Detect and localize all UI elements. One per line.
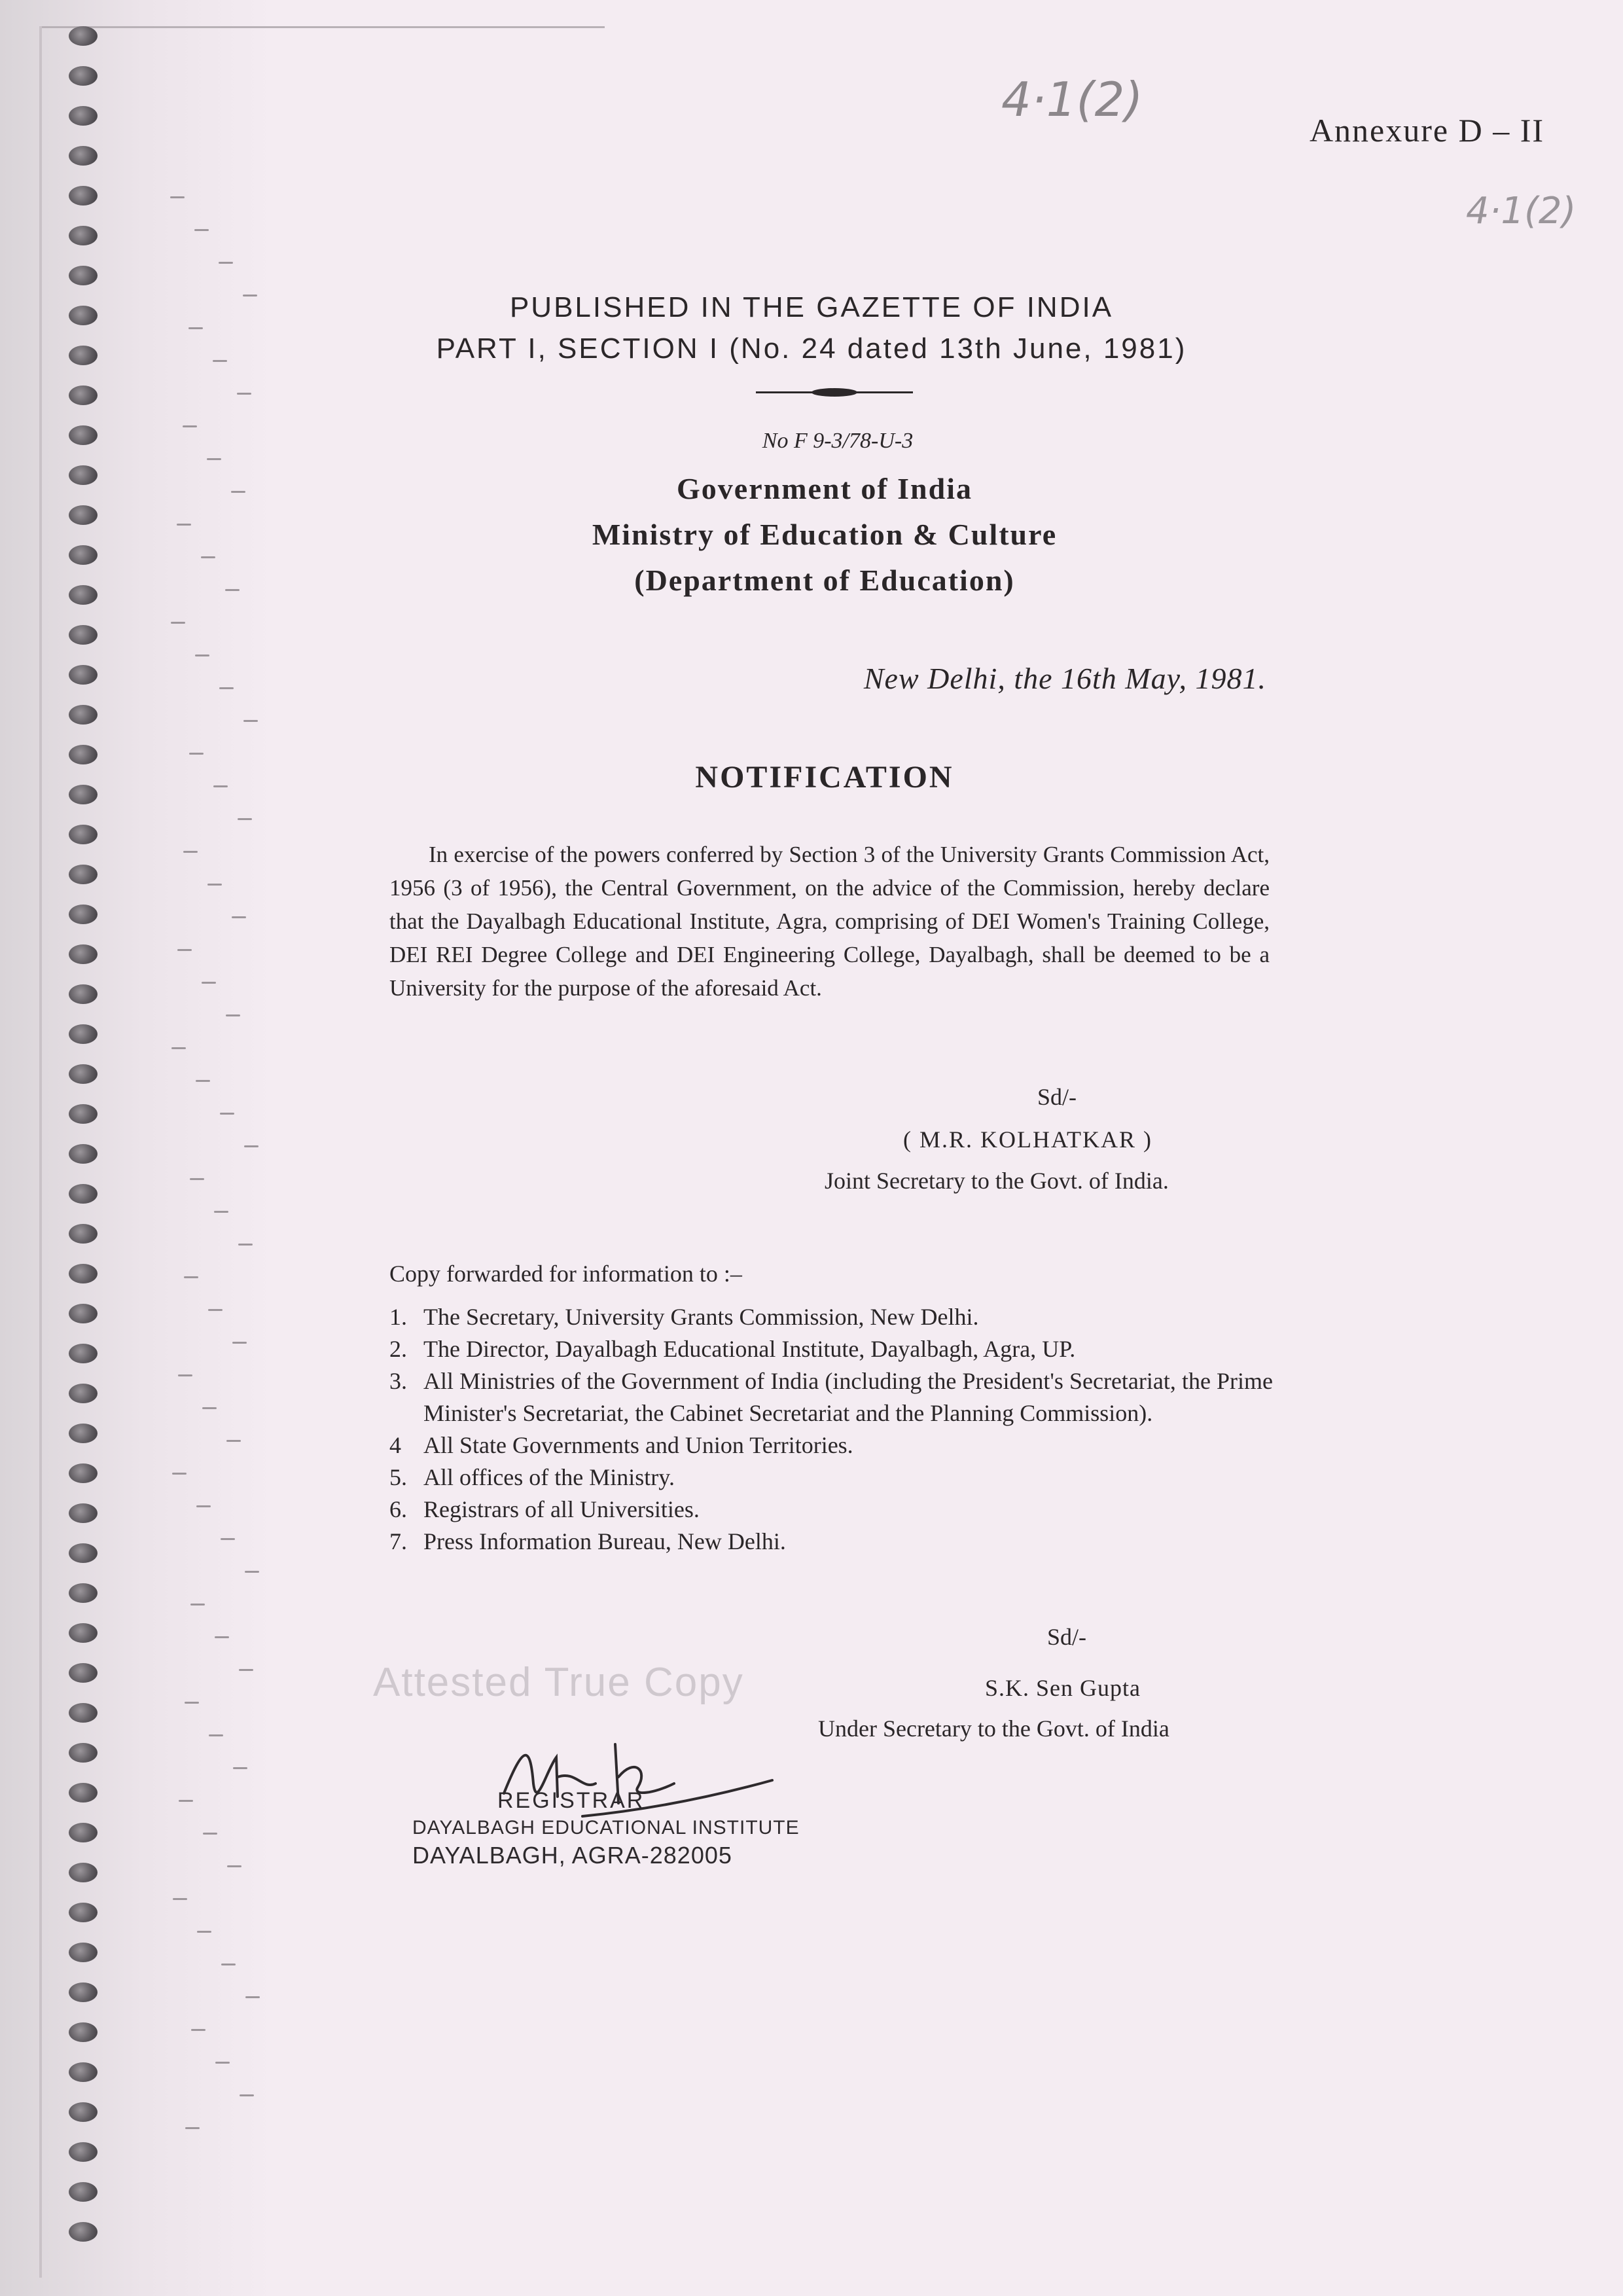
list-item-number: 4 bbox=[389, 1432, 401, 1458]
binding-hole bbox=[69, 1823, 98, 1842]
binding-mark bbox=[201, 556, 215, 558]
binding-mark bbox=[214, 1211, 228, 1213]
binding-hole bbox=[69, 984, 98, 1004]
binding-hole bbox=[69, 66, 98, 86]
binding-hole bbox=[69, 1982, 98, 2002]
binding-hole bbox=[69, 1863, 98, 1882]
binding-hole bbox=[69, 1264, 98, 1283]
binding-mark bbox=[170, 196, 185, 198]
binding-mark bbox=[203, 1833, 217, 1835]
binding-hole bbox=[69, 2182, 98, 2202]
binding-hole bbox=[69, 1743, 98, 1763]
list-item bbox=[389, 1429, 1273, 1462]
binding-hole bbox=[69, 26, 98, 46]
attested-copy-watermark: Attested True Copy bbox=[373, 1660, 744, 1705]
binding-mark bbox=[202, 982, 216, 984]
binding-mark bbox=[245, 1571, 259, 1573]
binding-hole bbox=[69, 1104, 98, 1124]
list-item bbox=[389, 1494, 1273, 1526]
copy-forwarded-intro: Copy forwarded for information to :– bbox=[389, 1261, 742, 1287]
place-and-date: New Delhi, the 16th May, 1981. bbox=[863, 662, 1266, 695]
binding-mark bbox=[215, 1636, 229, 1638]
binding-mark bbox=[171, 622, 185, 624]
binding-hole bbox=[69, 1783, 98, 1803]
signatory-1-name: ( M.R. KOLHATKAR ) bbox=[903, 1126, 1152, 1153]
binding-mark bbox=[244, 1145, 259, 1147]
binding-mark bbox=[245, 1996, 260, 1998]
ornament-divider bbox=[756, 387, 913, 397]
binding-mark bbox=[219, 262, 233, 264]
binding-mark bbox=[227, 1865, 241, 1867]
page-top-edge bbox=[42, 26, 605, 28]
binding-hole bbox=[69, 1503, 98, 1523]
binding-hole bbox=[69, 1064, 98, 1084]
list-item-number: 3. bbox=[389, 1368, 407, 1394]
binding-mark bbox=[171, 1047, 186, 1049]
file-number: No F 9-3/78-U-3 bbox=[762, 429, 914, 453]
binding-mark bbox=[185, 2127, 200, 2129]
binding-hole bbox=[69, 2222, 98, 2242]
binding-hole bbox=[69, 1543, 98, 1563]
binding-mark bbox=[221, 1538, 235, 1540]
binding-hole bbox=[69, 1144, 98, 1164]
binding-mark bbox=[197, 1931, 211, 1933]
binding-mark bbox=[243, 720, 258, 722]
binding-hole bbox=[69, 2022, 98, 2042]
binding-hole bbox=[69, 625, 98, 645]
list-item bbox=[389, 1462, 1273, 1494]
binding-mark bbox=[196, 1080, 210, 1082]
list-item-number: 7. bbox=[389, 1528, 407, 1554]
list-item-text: All State Governments and Union Territories. bbox=[423, 1432, 853, 1458]
binding-hole bbox=[69, 2102, 98, 2122]
binding-mark bbox=[226, 1440, 241, 1442]
binding-hole bbox=[69, 2062, 98, 2082]
gazette-line-1: PUBLISHED IN THE GAZETTE OF INDIA bbox=[509, 291, 1114, 323]
binding-mark bbox=[183, 851, 198, 853]
binding-mark bbox=[207, 458, 221, 460]
binding-mark bbox=[190, 1178, 204, 1180]
binding-mark bbox=[240, 2094, 254, 2096]
binding-mark bbox=[219, 687, 234, 689]
stamp-address: DAYALBAGH, AGRA-282005 bbox=[412, 1842, 732, 1869]
binding-mark bbox=[195, 655, 209, 656]
binding-mark bbox=[221, 1964, 236, 1965]
notification-title: NOTIFICATION bbox=[695, 760, 954, 795]
list-item bbox=[389, 1365, 1273, 1429]
binding-hole bbox=[69, 226, 98, 245]
binding-mark bbox=[226, 1014, 240, 1016]
binding-hole bbox=[69, 1424, 98, 1443]
stamp-registrar: REGISTRAR bbox=[497, 1788, 645, 1813]
binding-hole bbox=[69, 1384, 98, 1403]
binding-hole bbox=[69, 1463, 98, 1483]
binding-hole bbox=[69, 905, 98, 924]
binding-mark bbox=[238, 818, 252, 820]
list-item bbox=[389, 1333, 1273, 1365]
registrar-stamp-text bbox=[412, 1787, 800, 1869]
recipient-list bbox=[389, 1301, 1273, 1558]
binding-mark bbox=[173, 1898, 187, 1900]
binding-hole bbox=[69, 1344, 98, 1363]
list-item-text: All Ministries of the Government of India (including the President's Secretariat, the Prime Minister's Secretariat, the Cabinet Secretariat and the Planning Commission). bbox=[423, 1368, 1273, 1426]
binding-hole bbox=[69, 1943, 98, 1962]
binding-hole bbox=[69, 1184, 98, 1204]
list-item-number: 5. bbox=[389, 1464, 407, 1490]
list-item-text: The Director, Dayalbagh Educational Institute, Dayalbagh, Agra, UP. bbox=[423, 1336, 1076, 1362]
signatory-1-title: Joint Secretary to the Govt. of India. bbox=[825, 1168, 1169, 1194]
binding-mark bbox=[232, 916, 246, 918]
binding-hole bbox=[69, 944, 98, 964]
binding-mark bbox=[232, 1342, 247, 1344]
binding-mark bbox=[237, 393, 251, 395]
signatory-2-title: Under Secretary to the Govt. of India bbox=[818, 1715, 1169, 1742]
binding-hole bbox=[69, 146, 98, 166]
binding-hole bbox=[69, 1583, 98, 1603]
binding-mark bbox=[188, 327, 203, 329]
list-item bbox=[389, 1526, 1273, 1558]
binding-mark bbox=[215, 2062, 230, 2064]
ministry-heading: Ministry of Education & Culture bbox=[592, 518, 1058, 551]
binding-mark bbox=[177, 949, 192, 951]
binding-mark bbox=[194, 229, 209, 231]
binding-hole bbox=[69, 106, 98, 126]
binding-mark bbox=[239, 1669, 253, 1671]
stamp-institute: DAYALBAGH EDUCATIONAL INSTITUTE bbox=[412, 1817, 800, 1839]
binding-mark bbox=[209, 1734, 223, 1736]
binding-hole bbox=[69, 1663, 98, 1683]
binding-hole bbox=[69, 1903, 98, 1922]
binding-mark bbox=[233, 1767, 247, 1769]
binding-mark bbox=[185, 1702, 199, 1704]
gazette-line-2: PART I, SECTION I (No. 24 dated 13th June, 1981) bbox=[436, 332, 1187, 365]
binding-mark bbox=[208, 1309, 223, 1311]
list-item-text: Press Information Bureau, New Delhi. bbox=[423, 1528, 786, 1554]
list-item-text: All offices of the Ministry. bbox=[423, 1464, 675, 1490]
binding-mark bbox=[189, 753, 204, 755]
list-item-number: 2. bbox=[389, 1336, 407, 1362]
binding-mark bbox=[178, 1374, 192, 1376]
signatory-2-name: S.K. Sen Gupta bbox=[985, 1675, 1141, 1701]
binding-hole bbox=[69, 1703, 98, 1723]
binding-mark bbox=[183, 425, 197, 427]
handwritten-reference-top: 4·1(2) bbox=[1001, 72, 1143, 127]
binding-hole bbox=[69, 266, 98, 285]
binding-hole bbox=[69, 386, 98, 405]
list-item bbox=[389, 1301, 1273, 1333]
binding-hole bbox=[69, 665, 98, 685]
binding-mark bbox=[202, 1407, 217, 1409]
signed-mark-1: Sd/- bbox=[1037, 1084, 1077, 1110]
binding-mark bbox=[196, 1505, 211, 1507]
binding-hole bbox=[69, 865, 98, 884]
signed-mark-2: Sd/- bbox=[1047, 1624, 1087, 1650]
binding-mark bbox=[190, 1604, 205, 1605]
binding-hole bbox=[69, 825, 98, 844]
binding-mark bbox=[220, 1113, 234, 1115]
binding-hole bbox=[69, 2142, 98, 2162]
binding-hole bbox=[69, 1224, 98, 1244]
list-item-number: 1. bbox=[389, 1304, 407, 1330]
binding-mark bbox=[172, 1473, 187, 1475]
government-heading: Government of India bbox=[677, 472, 972, 505]
list-item-number: 6. bbox=[389, 1496, 407, 1522]
binding-mark bbox=[179, 1800, 193, 1802]
handwritten-reference-side: 4·1(2) bbox=[1466, 190, 1577, 232]
notification-body: In exercise of the powers conferred by Section 3 of the University Grants Commission Act, 1956 (3 of 1956), the Central Government, on the advice of the Commission, hereby declare that the Dayalbagh Educational Institute, Agra, comprising of DEI Women's Training College, DEI REI Degree College and DEI Engineering College, Dayalbagh, shall be deemed to be a University for the purpose of the aforesaid Act. bbox=[389, 842, 1270, 1001]
list-item-text: Registrars of all Universities. bbox=[423, 1496, 700, 1522]
binding-hole bbox=[69, 705, 98, 725]
binding-hole bbox=[69, 186, 98, 206]
binding-mark bbox=[191, 2029, 205, 2031]
binding-mark bbox=[184, 1276, 198, 1278]
binding-mark bbox=[207, 884, 222, 886]
attestation-stamp bbox=[373, 1659, 805, 1908]
binding-mark bbox=[238, 1244, 253, 1246]
annexure-label: Annexure D – II bbox=[1309, 112, 1544, 149]
binding-hole bbox=[69, 1304, 98, 1323]
binding-hole bbox=[69, 1623, 98, 1643]
list-item-text: The Secretary, University Grants Commission, New Delhi. bbox=[423, 1304, 979, 1330]
binding-hole bbox=[69, 1024, 98, 1044]
department-heading: (Department of Education) bbox=[634, 564, 1015, 597]
